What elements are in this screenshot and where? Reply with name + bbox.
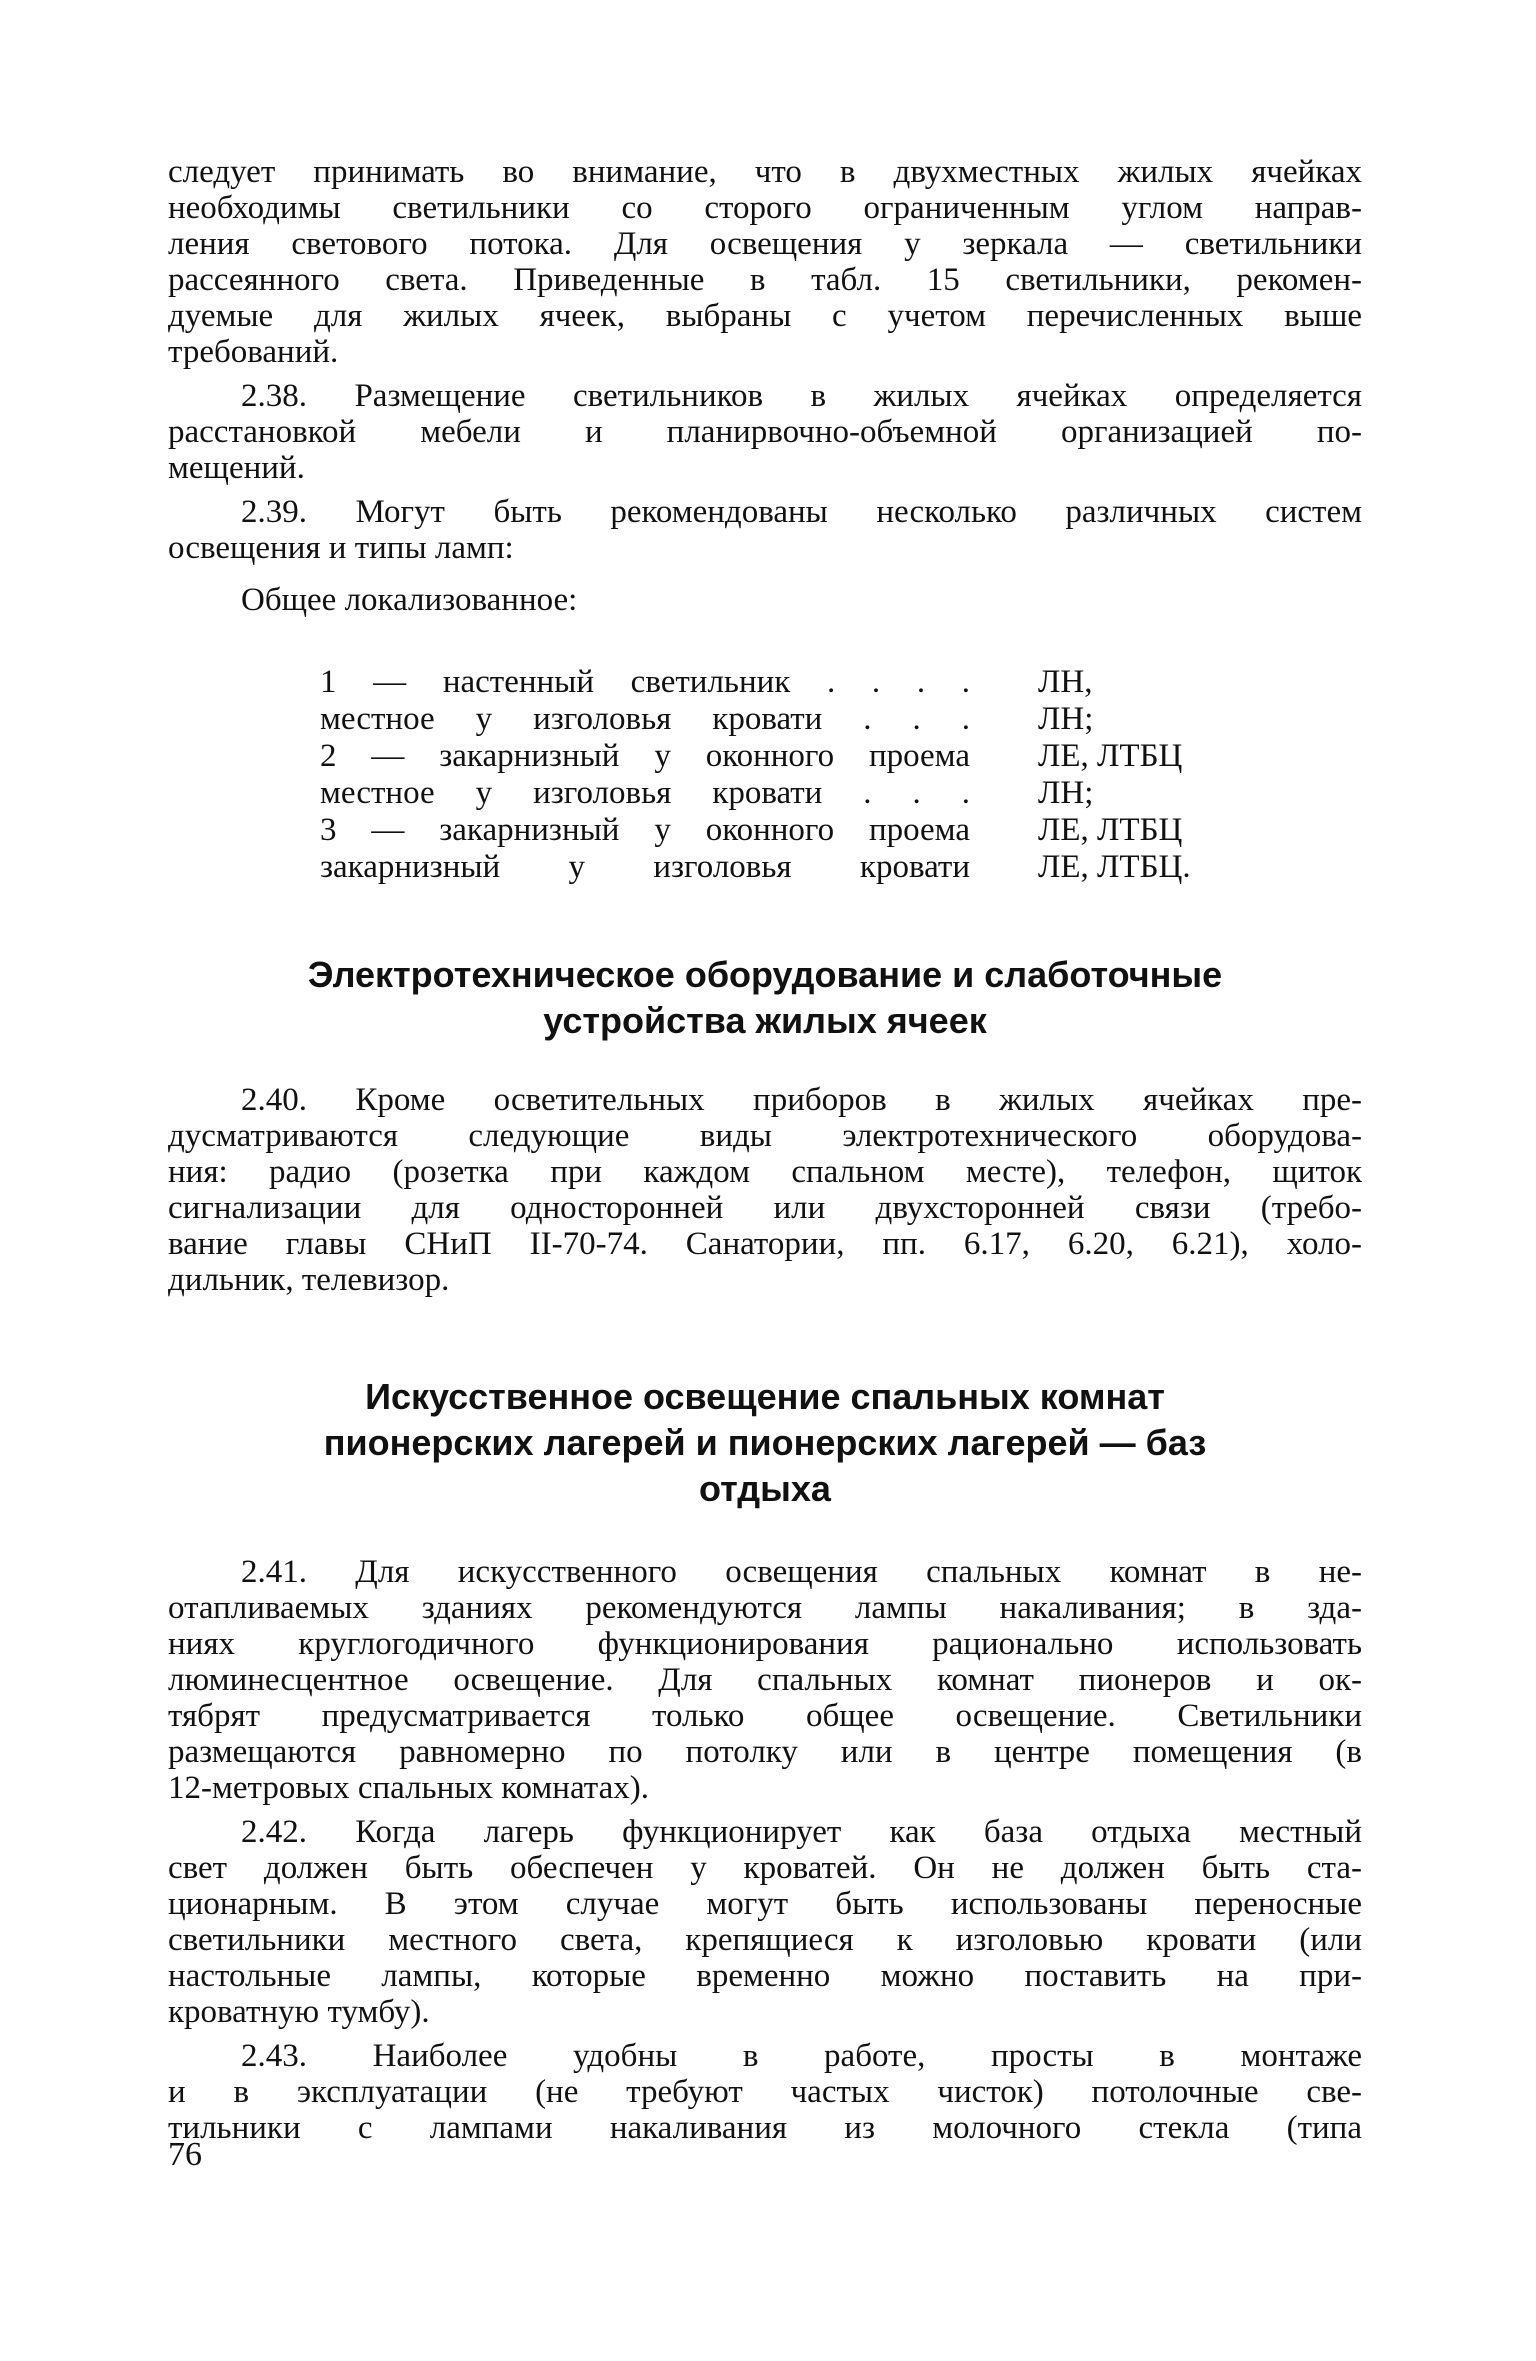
heading-line: Искусственное освещение спальных комнат [365, 1376, 1165, 1417]
text-line: дильник, телевизор. [168, 1262, 450, 1298]
text-line: ния: радио (розетка при каждом спальном месте), телефон, щиток [168, 1154, 1362, 1190]
text-line: 2.38. Размещение светильников в жилых ячейках определяется [241, 378, 1362, 414]
paragraph-intro [168, 154, 1362, 370]
fixture: местное у изголовья кровати . . . [320, 701, 970, 737]
text-line: вание главы СНиП II-70-74. Санатории, пп. 6.17, 6.20, 6.21), холо- [168, 1226, 1362, 1262]
text-line: 2.42. Когда лагерь функционирует как база отдыха местный [241, 1814, 1362, 1850]
text-line: необходимы светильники со сторого ограниченным углом направ- [168, 190, 1362, 226]
page-number: 76 [168, 2136, 202, 2173]
heading-line: пионерских лагерей и пионерских лагерей — баз [323, 1422, 1207, 1463]
text-line: кроватную тумбу). [168, 1994, 430, 2030]
list-item [320, 664, 1320, 701]
heading-line: отдыха [699, 1468, 831, 1509]
paragraph-2-40 [168, 1082, 1362, 1298]
list-item [320, 738, 1320, 775]
paragraph-2-39 [168, 494, 1362, 566]
list-item [320, 701, 1320, 738]
heading-line: Электротехническое оборудование и слаботочные [307, 954, 1223, 995]
fixture: закарнизный у изголовья кровати [320, 849, 970, 885]
text-line: следует принимать во внимание, что в двухместных жилых ячейках [168, 154, 1362, 190]
lamp-list [320, 664, 1320, 886]
text-line: свет должен быть обеспечен у кроватей. Он не должен быть ста- [168, 1850, 1362, 1886]
text-line: тябрят предусматривается только общее освещение. Светильники [168, 1698, 1362, 1734]
lamp-types: ЛЕ, ЛТБЦ [1038, 812, 1183, 848]
text-line: Общее локализованное: [241, 582, 578, 618]
text-line: настольные лампы, которые временно можно поставить на при- [168, 1958, 1362, 1994]
text-line: 2.40. Кроме осветительных приборов в жилых ячейках пре- [241, 1082, 1362, 1118]
list-item [320, 812, 1320, 849]
list-item [320, 775, 1320, 812]
text-line: тильники с лампами накаливания из молочного стекла (типа [168, 2110, 1362, 2146]
fixture: 1 — настенный светильник . . . . [320, 664, 970, 700]
text-line: 12-метровых спальных комнатах). [168, 1770, 649, 1806]
paragraph-2-38 [168, 378, 1362, 486]
lamp-types: ЛЕ, ЛТБЦ [1038, 738, 1183, 774]
text-line: расстановкой мебели и планирвочно-объемной организацией по- [168, 414, 1362, 450]
text-line: ления светового потока. Для освещения у зеркала — светильники [168, 226, 1362, 262]
text-line: люминесцентное освещение. Для спальных комнат пионеров и ок- [168, 1662, 1362, 1698]
text-line: 2.39. Могут быть рекомендованы несколько различных систем [241, 494, 1362, 530]
paragraph-2-42 [168, 1814, 1362, 2030]
text-line: ционарным. В этом случае могут быть использованы переносные [168, 1886, 1362, 1922]
text-line: освещения и типы ламп: [168, 530, 514, 566]
lamp-types: ЛН; [1038, 701, 1094, 737]
lamp-types: ЛН; [1038, 775, 1094, 811]
lamp-types: ЛЕ, ЛТБЦ. [1038, 849, 1191, 885]
text-line: дуемые для жилых ячеек, выбраны с учетом перечисленных выше [168, 298, 1362, 334]
text-line: отапливаемых зданиях рекомендуются лампы накаливания; в зда- [168, 1590, 1362, 1626]
fixture: 2 — закарнизный у оконного проема [320, 738, 970, 774]
fixture: местное у изголовья кровати . . . [320, 775, 970, 811]
general-label [168, 582, 1362, 618]
section-heading-pioneer-camps [168, 1374, 1362, 1512]
text-line: размещаются равномерно по потолку или в центре помещения (в [168, 1734, 1362, 1770]
text-line: ниях круглогодичного функционирования рационально использовать [168, 1626, 1362, 1662]
list-item [320, 849, 1320, 886]
text-line: 2.43. Наиболее удобны в работе, просты в монтаже [241, 2038, 1362, 2074]
lamp-types: ЛН, [1038, 664, 1093, 700]
fixture: 3 — закарнизный у оконного проема [320, 812, 970, 848]
section-heading-electrical [168, 952, 1362, 1044]
paragraph-2-41 [168, 1554, 1362, 1806]
text-line: светильники местного света, крепящиеся к изголовью кровати (или [168, 1922, 1362, 1958]
text-line: дусматриваются следующие виды электротехнического оборудова- [168, 1118, 1362, 1154]
text-line: мещений. [168, 450, 305, 486]
text-line: требований. [168, 334, 339, 370]
text-line: сигнализации для односторонней или двухсторонней связи (требо- [168, 1190, 1362, 1226]
heading-line: устройства жилых ячеек [543, 1000, 987, 1041]
paragraph-2-43 [168, 2038, 1362, 2146]
text-line: и в эксплуатации (не требуют частых чисток) потолочные све- [168, 2074, 1362, 2110]
text-line: рассеянного света. Приведенные в табл. 15 светильники, рекомен- [168, 262, 1362, 298]
text-line: 2.41. Для искусственного освещения спальных комнат в не- [241, 1554, 1362, 1590]
